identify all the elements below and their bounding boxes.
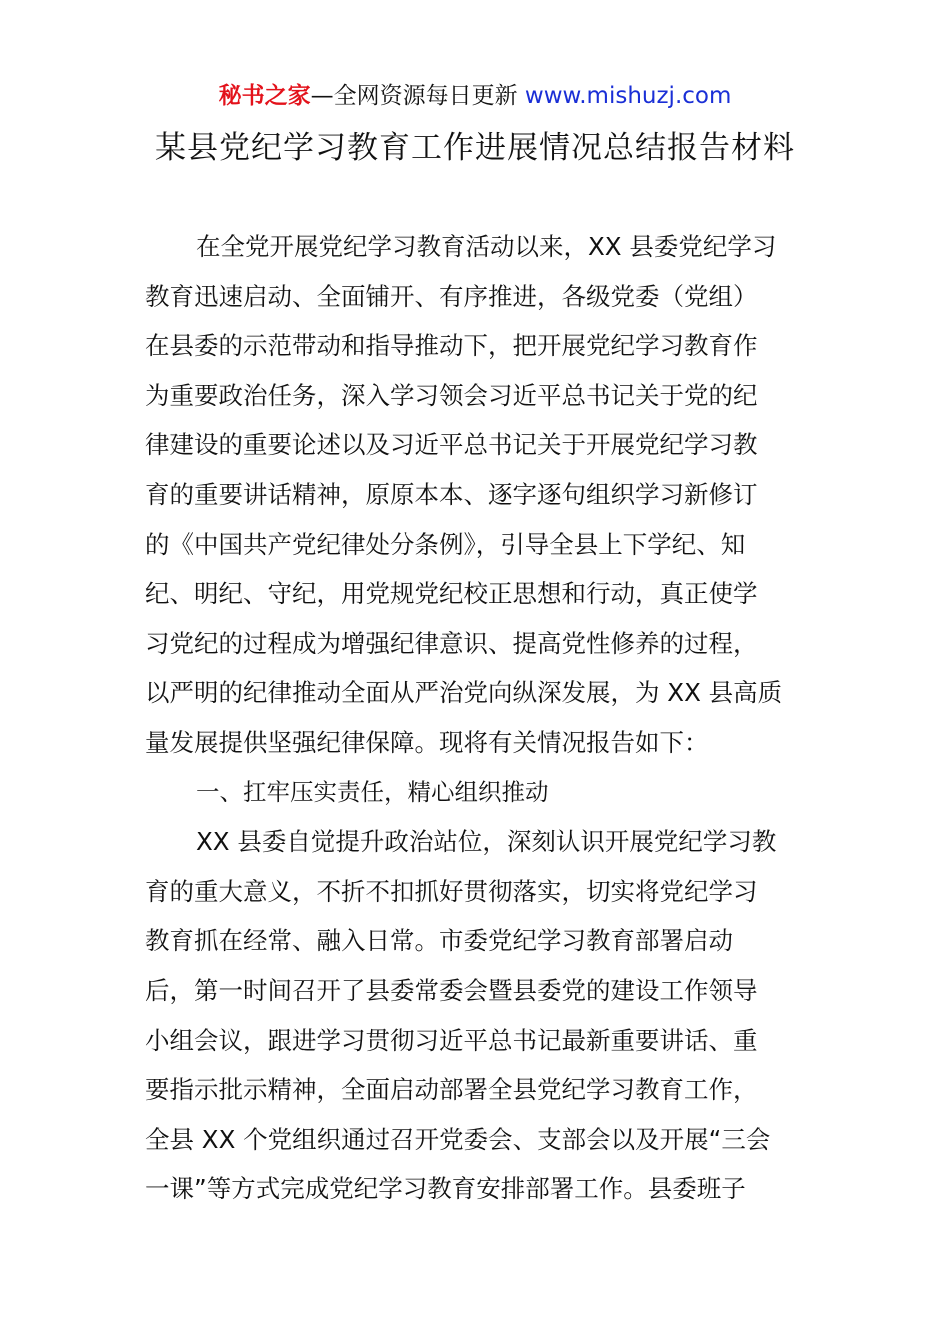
paragraph-line: 教育抓在经常、融入日常。市委党纪学习教育部署启动 (145, 926, 733, 956)
section-heading: 一、扛牢压实责任，精心组织推动 (196, 777, 549, 806)
paragraph-line: 育的重要讲话精神，原原本本、逐字逐句组织学习新修订 (145, 479, 758, 509)
paragraph-line: 在县委的示范带动和指导推动下，把开展党纪学习教育作 (145, 331, 758, 361)
paragraph-line: 在全党开展党纪学习教育活动以来，XX 县委党纪学习 (196, 232, 777, 261)
paragraph-line: 的《中国共产党纪律处分条例》，引导全县上下学纪、知 (145, 529, 746, 559)
paragraph-line: 教育迅速启动、全面铺开、有序推进，各级党委（党组） (145, 281, 758, 311)
site-name: 秘书之家 (218, 83, 311, 109)
site-tagline: —全网资源每日更新 (310, 83, 518, 109)
paragraph-line: 习党纪的过程成为增强纪律意识、提高党性修养的过程， (145, 628, 758, 658)
paragraph-line: 为重要政治任务，深入学习领会习近平总书记关于党的纪 (145, 380, 758, 410)
paragraph-line: 以严明的纪律推动全面从严治党向纵深发展，为 XX 县高质 (145, 678, 783, 708)
paragraph-line: 量发展提供坚强纪律保障。现将有关情况报告如下： (145, 727, 709, 757)
paragraph-line: 全县 XX 个党组织通过召开党委会、支部会以及开展“三会 (145, 1124, 771, 1154)
document-body (145, 222, 810, 1214)
paragraph-line: 育的重大意义，不折不扣抓好贯彻落实，切实将党纪学习 (145, 876, 758, 906)
paragraph-line: XX 县委自觉提升政治站位，深刻认识开展党纪学习教 (196, 827, 777, 857)
paragraph-line: 律建设的重要论述以及习近平总书记关于开展党纪学习教 (145, 430, 758, 460)
document-title: 某县党纪学习教育工作进展情况总结报告材料 (155, 130, 795, 166)
paragraph-line: 小组会议，跟进学习贯彻习近平总书记最新重要讲话、重 (145, 1025, 758, 1055)
site-header (0, 80, 950, 112)
paragraph-line: 一课”等方式完成党纪学习教育安排部署工作。县委班子 (145, 1174, 746, 1204)
paragraph-line: 后，第一时间召开了县委常委会暨县委党的建设工作领导 (145, 975, 758, 1005)
paragraph-line: 纪、明纪、守纪，用党规党纪校正思想和行动，真正使学 (145, 579, 758, 609)
paragraph-line: 要指示批示精神，全面启动部署全县党纪学习教育工作， (145, 1075, 758, 1105)
site-url[interactable]: www.mishuzj.com (524, 83, 732, 109)
